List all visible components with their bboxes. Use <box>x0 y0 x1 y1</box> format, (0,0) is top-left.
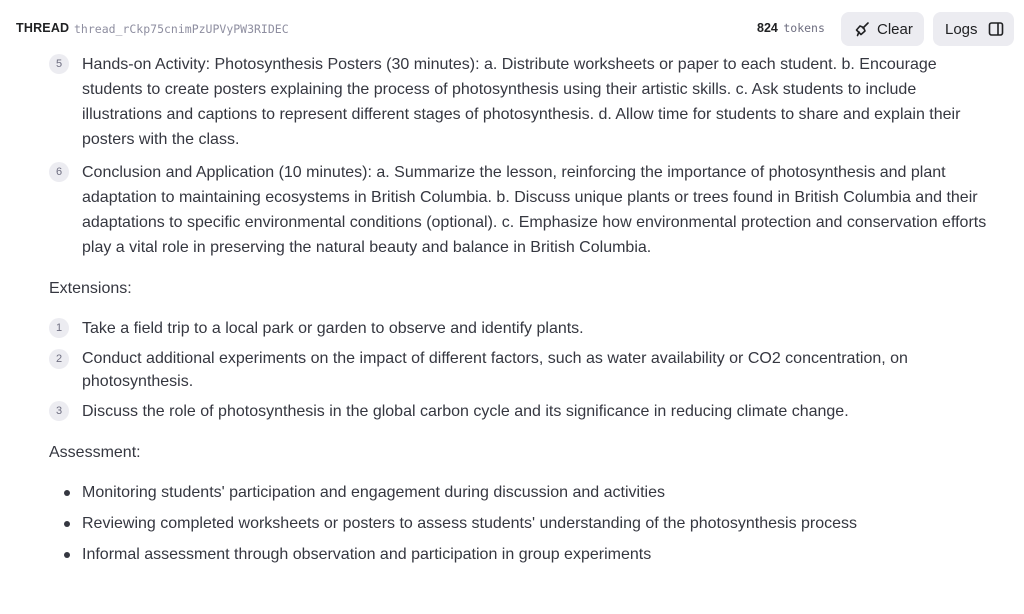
token-counter <box>757 21 825 35</box>
list-item <box>49 399 989 424</box>
extensions-heading: Extensions: <box>49 280 132 297</box>
list-item-text: Discuss the role of photosynthesis in the global carbon cycle and its significance in reducing climate change. <box>82 403 849 420</box>
thread-header <box>0 0 1024 56</box>
clear-button[interactable] <box>841 12 924 46</box>
list-number: 6 <box>49 162 69 182</box>
thread-label: THREAD <box>16 21 70 35</box>
assessment-heading: Assessment: <box>49 444 141 461</box>
list-item <box>49 480 989 505</box>
logs-label: Logs <box>945 20 978 38</box>
list-number: 5 <box>49 54 69 74</box>
sidebar-panel-icon <box>988 21 1004 37</box>
token-count: 824 <box>757 21 778 35</box>
bullet-icon <box>64 552 70 558</box>
logs-button[interactable] <box>933 12 1014 46</box>
list-item-text: Monitoring students' participation and engagement during discussion and activities <box>82 484 665 501</box>
list-item <box>49 542 989 567</box>
token-unit: tokens <box>783 21 825 35</box>
list-number: 1 <box>49 318 69 338</box>
list-item <box>49 316 989 341</box>
list-item-text: Take a field trip to a local park or garden to observe and identify plants. <box>82 320 584 337</box>
list-item <box>49 160 989 260</box>
list-item-text: Conduct additional experiments on the impact of different factors, such as water availability or CO2 concentration, on photosynthesis. <box>82 350 908 390</box>
list-number: 3 <box>49 401 69 421</box>
list-item <box>49 347 989 393</box>
thread-id[interactable]: thread_rCkp75cnimPzUPVyPW3RIDEC <box>74 22 289 36</box>
broom-icon <box>854 21 870 37</box>
list-item-text: Conclusion and Application (10 minutes): a. Summarize the lesson, reinforcing the importance of photosynthesis and plant adaptation to maintaining ecosystems in British Columbia. b. Discuss unique plants or trees found in British Columbia and their adaptations to specific environmental conditions (optional). c. Emphasize how environmental protection and conservation efforts play a vital role in preserving the natural beauty and balance in British Columbia. <box>82 164 987 256</box>
bullet-icon <box>64 521 70 527</box>
bullet-icon <box>64 490 70 496</box>
list-item-text: Hands-on Activity: Photosynthesis Posters (30 minutes): a. Distribute worksheets or paper to each student. b. Encourage students to create posters explaining the process of photosynthesis using their artistic skills. c. Ask students to include illustrations and captions to represent different stages of photosynthesis. d. Allow time for students to share and explain their posters with the class. <box>82 56 961 148</box>
list-item-text: Informal assessment through observation and participation in group experiments <box>82 546 652 563</box>
list-number: 2 <box>49 349 69 369</box>
list-item <box>49 511 989 536</box>
list-item <box>49 52 989 152</box>
message-content <box>49 52 989 567</box>
list-item-text: Reviewing completed worksheets or posters to assess students' understanding of the photosynthesis process <box>82 515 858 532</box>
clear-label: Clear <box>877 20 913 38</box>
